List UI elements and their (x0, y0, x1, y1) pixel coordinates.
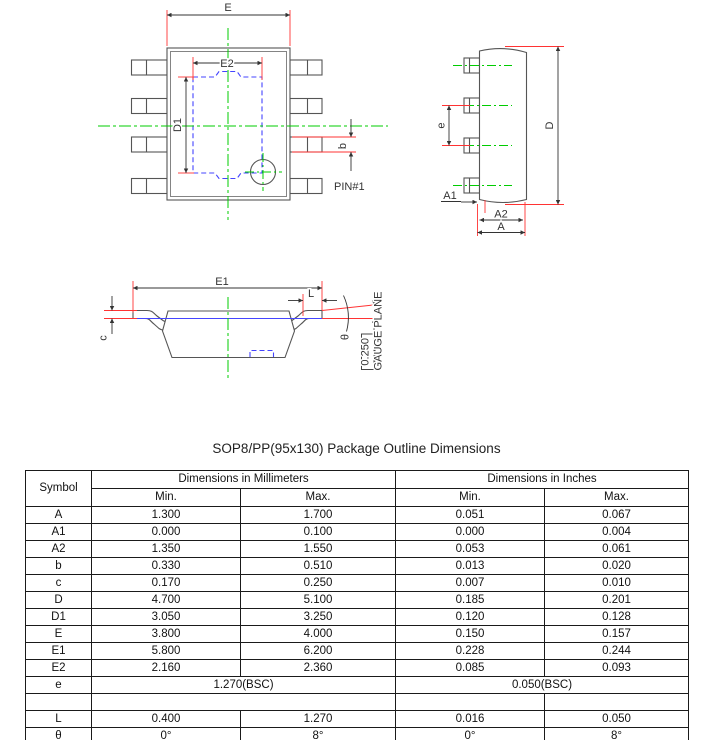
value-cell: 0.053 (396, 541, 545, 558)
dim-label-e: e (435, 122, 448, 129)
symbol-cell: θ (26, 728, 92, 740)
table-row (26, 507, 689, 524)
right-pins (290, 60, 322, 194)
symbol-cell: e (26, 677, 92, 694)
pin1-label: PIN#1 (334, 181, 365, 193)
value-cell: 0.100 (241, 524, 396, 541)
dim-label-E2: E2 (220, 58, 234, 70)
value-cell: 4.000 (241, 626, 396, 643)
dim-label-D1: D1 (172, 117, 184, 133)
symbol-cell (26, 694, 92, 711)
header-symbol: Symbol (26, 471, 92, 507)
table-row (26, 541, 689, 558)
left-pins (132, 60, 168, 194)
table-row-e-bsc (26, 677, 689, 694)
value-cell: 0.010 (545, 575, 689, 592)
table-subheader-row (26, 489, 689, 507)
value-cell: 1.300 (92, 507, 241, 524)
table-header-row (26, 471, 689, 489)
value-cell: 0.244 (545, 643, 689, 660)
header-mm: Dimensions in Millimeters (92, 471, 396, 489)
dim-label-L: L (307, 288, 315, 300)
value-cell: 0.000 (92, 524, 241, 541)
table-row (26, 711, 689, 728)
table-row (26, 609, 689, 626)
symbol-cell: A2 (26, 541, 92, 558)
value-cell: 4.700 (92, 592, 241, 609)
empty-cell (396, 694, 545, 711)
value-cell: 0° (92, 728, 241, 740)
value-cell: 0.067 (545, 507, 689, 524)
symbol-cell: E2 (26, 660, 92, 677)
value-cell: 0.020 (545, 558, 689, 575)
table-row (26, 558, 689, 575)
dim-label-c: c (97, 335, 110, 341)
value-cell: 0.330 (92, 558, 241, 575)
value-cell: 0.150 (396, 626, 545, 643)
table-row (26, 660, 689, 677)
dim-label-theta: θ (339, 333, 352, 341)
header-mm-min: Min. (92, 489, 241, 507)
table-row (26, 626, 689, 643)
value-cell: 3.800 (92, 626, 241, 643)
dim-label-E: E (224, 2, 232, 14)
value-cell: 0.157 (545, 626, 689, 643)
value-cell: 0.128 (545, 609, 689, 626)
value-cell: 0.400 (92, 711, 241, 728)
value-cell: 5.100 (241, 592, 396, 609)
value-cell: 0.201 (545, 592, 689, 609)
side-view (436, 47, 565, 237)
empty-cell (92, 694, 396, 711)
table-row (26, 524, 689, 541)
top-view (98, 2, 388, 220)
value-cell: 2.360 (241, 660, 396, 677)
value-cell: 0.051 (396, 507, 545, 524)
value-cell: 8° (545, 728, 689, 740)
dimension-table (25, 470, 689, 740)
value-cell-mm-bsc: 1.270(BSC) (92, 677, 396, 694)
front-view (98, 276, 385, 378)
empty-cell (545, 694, 689, 711)
side-pins (464, 58, 480, 193)
value-cell: 5.800 (92, 643, 241, 660)
table-row-spacer (26, 694, 689, 711)
value-cell: 0.185 (396, 592, 545, 609)
value-cell: 3.250 (241, 609, 396, 626)
value-cell: 8° (241, 728, 396, 740)
value-cell: 1.550 (241, 541, 396, 558)
header-inches: Dimensions in Inches (396, 471, 689, 489)
symbol-cell: L (26, 711, 92, 728)
theta-angle-arc (344, 296, 349, 332)
value-cell: 0.120 (396, 609, 545, 626)
symbol-cell: D (26, 592, 92, 609)
gauge-plane-label: GAUGE PLANE (372, 291, 385, 371)
symbol-cell: A1 (26, 524, 92, 541)
dim-label-A: A (497, 221, 505, 233)
drawing-title: SOP8/PP(95x130) Package Outline Dimensions (212, 441, 501, 456)
value-cell: 0.085 (396, 660, 545, 677)
value-cell: 0.004 (545, 524, 689, 541)
symbol-cell: D1 (26, 609, 92, 626)
value-cell: 1.270 (241, 711, 396, 728)
table-row (26, 592, 689, 609)
dim-label-b: b (337, 142, 349, 150)
symbol-cell: E (26, 626, 92, 643)
symbol-cell: c (26, 575, 92, 592)
package-body-side-view (480, 49, 527, 203)
dim-label-D: D (544, 121, 556, 130)
value-cell: 0.061 (545, 541, 689, 558)
value-cell: 0.007 (396, 575, 545, 592)
symbol-cell: A (26, 507, 92, 524)
table-row (26, 728, 689, 740)
value-cell: 0.093 (545, 660, 689, 677)
value-cell: 0.228 (396, 643, 545, 660)
value-cell: 1.350 (92, 541, 241, 558)
value-cell: 0.170 (92, 575, 241, 592)
value-cell: 0.510 (241, 558, 396, 575)
value-cell: 0.250 (241, 575, 396, 592)
value-cell: 0.016 (396, 711, 545, 728)
header-mm-max: Max. (241, 489, 396, 507)
symbol-cell: b (26, 558, 92, 575)
value-cell: 2.160 (92, 660, 241, 677)
header-in-max: Max. (545, 489, 689, 507)
dim-label-E1: E1 (215, 276, 229, 288)
value-cell: 3.050 (92, 609, 241, 626)
header-in-min: Min. (396, 489, 545, 507)
symbol-cell: E1 (26, 643, 92, 660)
gauge-offset-value: 0.250 (359, 338, 372, 366)
table-row (26, 575, 689, 592)
value-cell: 0.013 (396, 558, 545, 575)
value-cell: 1.700 (241, 507, 396, 524)
dim-label-A1: A1 (443, 190, 457, 202)
value-cell: 6.200 (241, 643, 396, 660)
value-cell-in-bsc: 0.050(BSC) (396, 677, 689, 694)
value-cell: 0° (396, 728, 545, 740)
dim-label-A2: A2 (494, 208, 508, 221)
table-row (26, 643, 689, 660)
value-cell: 0.050 (545, 711, 689, 728)
value-cell: 0.000 (396, 524, 545, 541)
